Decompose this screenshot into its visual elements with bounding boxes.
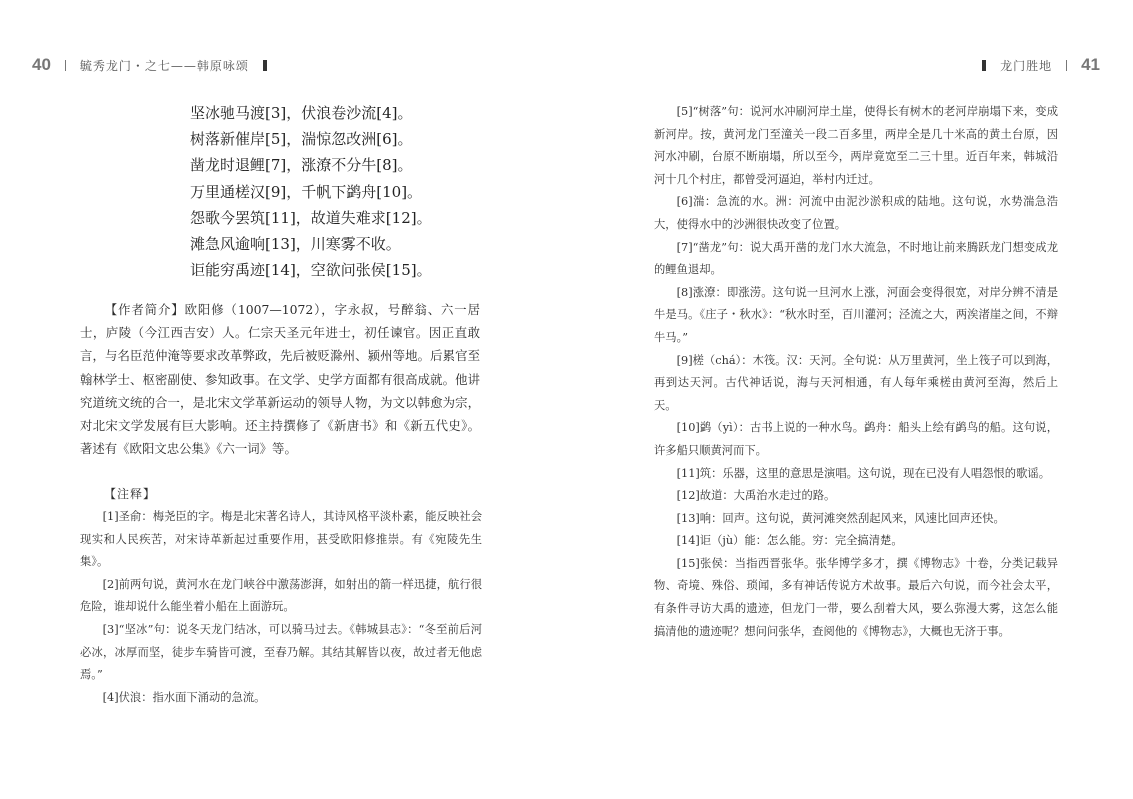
right-page (566, 0, 1133, 799)
running-title-right: 龙门胜地 (1000, 58, 1053, 73)
left-header (32, 54, 267, 76)
author-bio: 【作者简介】欧阳修（1007—1072），字永叔，号醉翁、六一居士，庐陵（今江西吉安）人。仁宗天圣元年进士，初任谏官。因正直敢言，与名臣范仲淹等要求改革弊政，先后被贬滁州、颍州等地。后累官至翰林学士、枢密副使、参知政事。在文学、史学方面都有很高成就。他讲究道统文统的合一，是北宋文学革新运动的领导人物，为文以韩愈为宗，对北宋文学发展有巨大影响。还主持撰修了《新唐书》和《新五代史》。著述有《欧阳文忠公集》《六一词》等。 (80, 302, 480, 457)
note-item: [2]前两句说，黄河水在龙门峡谷中激荡澎湃，如射出的箭一样迅捷，航行很危险，谁却说什么能坐着小船在上面游玩。 (80, 577, 482, 614)
note-item: [14]讵（jù）能：怎么能。穷：完全搞清楚。 (676, 534, 903, 548)
running-title-left: 毓秀龙门・之七——韩原咏颂 (79, 58, 249, 73)
poem (190, 100, 490, 283)
header-block-mark (982, 60, 986, 71)
note-item: [5]“树落”句：说河水冲刷河岸土崖，使得长有树木的老河岸崩塌下来，变成新河岸。按，黄河龙门至潼关一段二百多里，两岸全是几十米高的黄土台原，因河水冲刷，台原不断崩塌，所以至今，两岸竟宽至二三十里。近百年来，韩城沿河十几个村庄，都曾受河逼迫，举村内迁过。 (654, 105, 1058, 186)
note-item: [7]“凿龙”句：说大禹开凿的龙门水大流急，不时地让前来腾跃龙门想变成龙的鲤鱼退却。 (654, 240, 1058, 277)
right-header (982, 54, 1100, 76)
note-item: [3]“坚冰”句：说冬天龙门结冰，可以骑马过去。《韩城县志》：“冬至前后河必冰，冰厚而坚，徒步车骑皆可渡，至春乃解。其结其解皆以夜，故过者无他虑焉。” (80, 622, 482, 682)
left-page (0, 0, 566, 799)
page-number-left: 40 (32, 55, 51, 74)
note-item: [11]筑：乐器，这里的意思是演唱。这句说，现在已没有人唱怨恨的歌谣。 (676, 466, 1050, 480)
note-item: [12]故道：大禹治水走过的路。 (676, 489, 836, 503)
notes-list-left (80, 506, 482, 709)
poem-line: 怨歌今罢筑[11]，故道失难求[12]。 (190, 208, 432, 227)
note-item: [9]槎（chá）：木筏。汉：天河。全句说：从万里黄河，坐上筏子可以到海，再到达天河。古代神话说，海与天河相通，有人每年乘槎由黄河至海，然后上天。 (654, 353, 1058, 412)
note-item: [10]鹢（yì）：古书上说的一种水鸟。鹢舟：船头上绘有鹢鸟的船。这句说，许多船只顺黄河而下。 (654, 421, 1058, 457)
poem-line: 讵能穷禹迹[14]，空欲问张侯[15]。 (190, 261, 432, 280)
header-block-mark (263, 60, 267, 71)
notes-heading: 【注释】 (104, 487, 157, 501)
page-number-right: 41 (1081, 55, 1100, 74)
notes-list-right (654, 101, 1058, 643)
poem-line: 凿龙时退鲤[7]，涨潦不分牛[8]。 (190, 156, 413, 175)
poem-line: 滩急风逾响[13]，川寒雾不收。 (190, 235, 401, 254)
header-divider (1066, 60, 1067, 71)
note-item: [8]涨潦：即涨涝。这句说一旦河水上涨，河面会变得很宽，对岸分辨不清是牛是马。《庄子・秋水》：“秋水时至，百川灌河；泾流之大，两涘渚崖之间，不辩牛马。” (654, 285, 1058, 344)
note-item: [6]湍：急流的水。洲：河流中由泥沙淤积成的陆地。这句说，水势湍急浩大，使得水中的沙洲很快改变了位置。 (654, 195, 1058, 231)
header-divider (65, 60, 66, 71)
note-item: [15]张侯：当指西晋张华。张华博学多才，撰《博物志》十卷，分类记载异物、奇境、殊俗、琐闻，多有神话传说方术故事。最后六句说，而今社会太平，有条件寻访大禹的遗迹，但龙门一带，要么刮着大风，要么弥漫大雾，这怎么能搞清他的遗迹呢？想问问张华，查阅他的《博物志》，大概也无济于事。 (654, 556, 1058, 638)
note-item: [1]圣俞：梅尧臣的字。梅是北宋著名诗人，其诗风格平淡朴素，能反映社会现实和人民疾苦，对宋诗革新起过重要作用，甚受欧阳修推崇。有《宛陵先生集》。 (80, 510, 482, 569)
poem-line: 坚冰驰马渡[3]，伏浪卷沙流[4]。 (190, 104, 413, 122)
poem-line: 万里通槎汉[9]，千帆下鹢舟[10]。 (190, 182, 423, 201)
poem-line: 树落新催岸[5]，湍惊忽改洲[6]。 (190, 130, 413, 149)
note-item: [13]响：回声。这句说，黄河滩突然刮起风来，风速比回声还快。 (676, 511, 1005, 525)
note-item: [4]伏浪：指水面下涌动的急流。 (102, 690, 266, 704)
